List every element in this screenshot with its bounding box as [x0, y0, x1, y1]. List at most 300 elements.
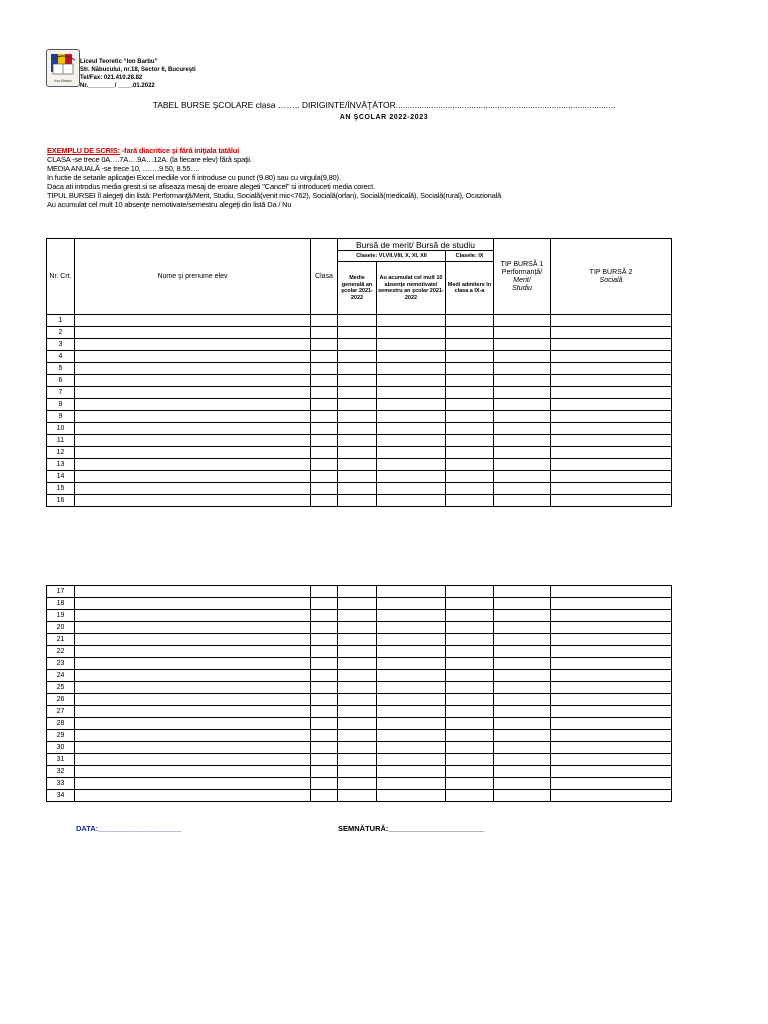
table-row [47, 742, 672, 754]
table-cell[interactable] [338, 622, 377, 634]
table-cell[interactable] [494, 730, 551, 742]
table-cell[interactable] [377, 754, 446, 766]
table-cell[interactable] [377, 610, 446, 622]
table-cell[interactable] [446, 447, 494, 459]
table-cell[interactable] [75, 351, 311, 363]
table-cell[interactable] [338, 423, 377, 435]
table-cell[interactable] [446, 658, 494, 670]
table-cell[interactable] [446, 646, 494, 658]
table-cell[interactable] [551, 351, 672, 363]
table-cell[interactable] [446, 423, 494, 435]
table-cell[interactable] [446, 622, 494, 634]
table-cell[interactable] [446, 315, 494, 327]
table-cell[interactable] [338, 327, 377, 339]
table-cell[interactable] [446, 670, 494, 682]
instruction-line: TIPUL BURSEI îl alegeţi din listă: Performanţă/Merit, Studiu, Socială(venit mic<762), Socială(orfan), Socială(medicală), Socială(rural), Ocazională [47, 191, 502, 200]
table-cell[interactable] [75, 423, 311, 435]
table-cell[interactable] [377, 622, 446, 634]
table-cell[interactable] [75, 694, 311, 706]
table-cell[interactable] [338, 435, 377, 447]
table-cell[interactable] [377, 694, 446, 706]
row-number: 20 [47, 622, 75, 634]
table-cell[interactable] [494, 435, 551, 447]
table-cell[interactable] [338, 471, 377, 483]
table-cell[interactable] [75, 778, 311, 790]
table-cell[interactable] [338, 387, 377, 399]
table-cell[interactable] [75, 670, 311, 682]
table-cell[interactable] [377, 459, 446, 471]
table-cell[interactable] [338, 658, 377, 670]
table-cell[interactable] [494, 339, 551, 351]
table-cell[interactable] [338, 586, 377, 598]
table-cell[interactable] [551, 447, 672, 459]
table-cell[interactable] [338, 718, 377, 730]
table-cell[interactable] [311, 411, 338, 423]
table-cell[interactable] [311, 790, 338, 802]
page-title: TABEL BURSE ŞCOLARE clasa …….. DIRIGINTE/ÎNVĂŢĂTOR............................................................................................. [152, 100, 616, 110]
row-number: 14 [47, 471, 75, 483]
table-cell[interactable] [377, 471, 446, 483]
table-cell[interactable] [338, 598, 377, 610]
table-cell[interactable] [75, 682, 311, 694]
row-number: 7 [47, 387, 75, 399]
school-phone: Tel/Fax: 021.410.28.82 [80, 75, 143, 81]
table-cell[interactable] [446, 375, 494, 387]
table-cell[interactable] [551, 471, 672, 483]
table-cell[interactable] [494, 471, 551, 483]
row-number: 21 [47, 634, 75, 646]
table-cell[interactable] [446, 718, 494, 730]
table-cell[interactable] [551, 363, 672, 375]
table-cell[interactable] [551, 694, 672, 706]
table-cell[interactable] [311, 610, 338, 622]
table-cell[interactable] [311, 339, 338, 351]
header-classes-a: Clasele: VI,VII,VIII, X, XI, XII [338, 251, 446, 262]
table-cell[interactable] [75, 375, 311, 387]
table-cell[interactable] [551, 598, 672, 610]
table-cell[interactable] [446, 411, 494, 423]
table-cell[interactable] [377, 790, 446, 802]
table-row [47, 447, 672, 459]
table-cell[interactable] [338, 363, 377, 375]
table-cell[interactable] [446, 610, 494, 622]
table-cell[interactable] [75, 435, 311, 447]
table-cell[interactable] [494, 682, 551, 694]
table-cell[interactable] [377, 778, 446, 790]
table-cell[interactable] [446, 586, 494, 598]
table-cell[interactable] [377, 670, 446, 682]
table-cell[interactable] [446, 634, 494, 646]
table-cell[interactable] [338, 375, 377, 387]
table-cell[interactable] [551, 766, 672, 778]
table-cell[interactable] [377, 339, 446, 351]
row-number: 17 [47, 586, 75, 598]
table-cell[interactable] [494, 754, 551, 766]
table-cell[interactable] [75, 387, 311, 399]
table-cell[interactable] [377, 658, 446, 670]
table-row [47, 495, 672, 507]
table-cell[interactable] [75, 447, 311, 459]
row-number: 15 [47, 483, 75, 495]
table-cell[interactable] [338, 646, 377, 658]
table-cell[interactable] [338, 706, 377, 718]
table-cell[interactable] [494, 646, 551, 658]
table-cell[interactable] [311, 327, 338, 339]
table-cell[interactable] [311, 471, 338, 483]
table-cell[interactable] [446, 339, 494, 351]
table-cell[interactable] [446, 682, 494, 694]
table-cell[interactable] [551, 423, 672, 435]
table-cell[interactable] [75, 658, 311, 670]
table-cell[interactable] [551, 790, 672, 802]
table-cell[interactable] [446, 730, 494, 742]
table-cell[interactable] [494, 778, 551, 790]
instruction-line: In fuctie de setarile aplicaţiei Excel mediile vor fi introduse cu punct (9.80) sau cu virgula(9,80). [47, 173, 341, 182]
table-cell[interactable] [311, 730, 338, 742]
table-cell[interactable] [338, 399, 377, 411]
table-cell[interactable] [551, 730, 672, 742]
table-cell[interactable] [551, 411, 672, 423]
table-row [47, 670, 672, 682]
table-row [47, 399, 672, 411]
table-cell[interactable] [75, 610, 311, 622]
table-cell[interactable] [311, 423, 338, 435]
table-cell[interactable] [377, 634, 446, 646]
row-number: 1 [47, 315, 75, 327]
table-row [47, 586, 672, 598]
table-cell[interactable] [338, 495, 377, 507]
header-media: Medie generală an şcolar 2021-2022 [338, 262, 377, 315]
table-cell[interactable] [551, 670, 672, 682]
table-row [47, 646, 672, 658]
table-cell[interactable] [446, 399, 494, 411]
table-cell[interactable] [551, 718, 672, 730]
table-cell[interactable] [311, 694, 338, 706]
table-cell[interactable] [311, 622, 338, 634]
table-cell[interactable] [494, 375, 551, 387]
table-cell[interactable] [75, 586, 311, 598]
table-cell[interactable] [338, 339, 377, 351]
table-cell[interactable] [311, 670, 338, 682]
table-cell[interactable] [551, 754, 672, 766]
table-cell[interactable] [75, 495, 311, 507]
table-cell[interactable] [75, 459, 311, 471]
table-cell[interactable] [446, 742, 494, 754]
table-cell[interactable] [377, 483, 446, 495]
table-cell[interactable] [551, 634, 672, 646]
table-row [47, 327, 672, 339]
table-cell[interactable] [338, 778, 377, 790]
table-cell[interactable] [494, 351, 551, 363]
table-cell[interactable] [75, 730, 311, 742]
table-cell[interactable] [75, 315, 311, 327]
table-cell[interactable] [338, 483, 377, 495]
table-cell[interactable] [551, 706, 672, 718]
table-cell[interactable] [446, 483, 494, 495]
table-cell[interactable] [551, 778, 672, 790]
table-cell[interactable] [551, 375, 672, 387]
table-cell[interactable] [551, 387, 672, 399]
table-cell[interactable] [494, 399, 551, 411]
table-cell[interactable] [311, 375, 338, 387]
table-cell[interactable] [377, 447, 446, 459]
table-cell[interactable] [311, 586, 338, 598]
table-cell[interactable] [75, 411, 311, 423]
row-number: 10 [47, 423, 75, 435]
table-cell[interactable] [494, 423, 551, 435]
table-cell[interactable] [311, 754, 338, 766]
table-cell[interactable] [377, 351, 446, 363]
table-cell[interactable] [377, 387, 446, 399]
table-cell[interactable] [446, 766, 494, 778]
table-cell[interactable] [75, 646, 311, 658]
table-cell[interactable] [494, 459, 551, 471]
table-cell[interactable] [311, 742, 338, 754]
scholarship-table-1 [46, 238, 672, 507]
table-cell[interactable] [446, 351, 494, 363]
table-cell[interactable] [75, 327, 311, 339]
table-cell[interactable] [446, 435, 494, 447]
table-row [47, 435, 672, 447]
table-cell[interactable] [377, 730, 446, 742]
instruction-line: MEDIA ANUALĂ -se trece 10, …….9.50, 8.55…. [47, 164, 200, 173]
table-row [47, 778, 672, 790]
table-cell[interactable] [377, 682, 446, 694]
table-row [47, 718, 672, 730]
table-cell[interactable] [377, 315, 446, 327]
table-cell[interactable] [75, 706, 311, 718]
table-cell[interactable] [311, 766, 338, 778]
table-cell[interactable] [446, 459, 494, 471]
table-cell[interactable] [551, 483, 672, 495]
example-rest: -fară diacritice şi fără iniţiala tatălui [119, 146, 240, 155]
row-number: 30 [47, 742, 75, 754]
table-cell[interactable] [311, 495, 338, 507]
table-cell[interactable] [494, 694, 551, 706]
header-merit-group: Bursă de merit/ Bursă de studiu [338, 239, 494, 251]
table-cell[interactable] [551, 495, 672, 507]
header-tip1-line3: Merit/ [513, 276, 531, 284]
table-cell[interactable] [551, 682, 672, 694]
table-cell[interactable] [338, 730, 377, 742]
table-cell[interactable] [494, 483, 551, 495]
table-cell[interactable] [494, 610, 551, 622]
table-cell[interactable] [494, 586, 551, 598]
table-cell[interactable] [75, 363, 311, 375]
table-cell[interactable] [494, 790, 551, 802]
table-cell[interactable] [311, 399, 338, 411]
table-cell[interactable] [75, 622, 311, 634]
table-cell[interactable] [494, 598, 551, 610]
table-cell[interactable] [311, 598, 338, 610]
table-cell[interactable] [338, 766, 377, 778]
row-number: 3 [47, 339, 75, 351]
table-cell[interactable] [75, 598, 311, 610]
table-cell[interactable] [494, 495, 551, 507]
table-cell[interactable] [75, 634, 311, 646]
date-field[interactable]: DATA:____________________ [76, 824, 182, 833]
header-class: Clasa [311, 239, 338, 315]
table-cell[interactable] [338, 754, 377, 766]
table-cell[interactable] [446, 694, 494, 706]
table-cell[interactable] [75, 742, 311, 754]
row-number: 23 [47, 658, 75, 670]
table-cell[interactable] [551, 339, 672, 351]
table-cell[interactable] [446, 706, 494, 718]
table-cell[interactable] [75, 790, 311, 802]
table-cell[interactable] [494, 327, 551, 339]
table-cell[interactable] [377, 435, 446, 447]
table-cell[interactable] [377, 646, 446, 658]
table-row [47, 387, 672, 399]
school-year: AN ŞCOLAR 2022-2023 [339, 114, 429, 121]
table-row [47, 375, 672, 387]
table-cell[interactable] [551, 610, 672, 622]
table-cell[interactable] [338, 670, 377, 682]
table-cell[interactable] [377, 363, 446, 375]
signature-field[interactable]: SEMNĂTURĂ:_______________________ [338, 824, 485, 833]
table-row [47, 423, 672, 435]
table-cell[interactable] [377, 411, 446, 423]
table-cell[interactable] [311, 706, 338, 718]
table-cell[interactable] [75, 483, 311, 495]
table-cell[interactable] [551, 327, 672, 339]
header-nr: Nr. Crt. [47, 239, 75, 315]
table-cell[interactable] [551, 646, 672, 658]
table-cell[interactable] [311, 682, 338, 694]
table-cell[interactable] [75, 399, 311, 411]
row-number: 9 [47, 411, 75, 423]
table-cell[interactable] [377, 742, 446, 754]
row-number: 33 [47, 778, 75, 790]
table-cell[interactable] [338, 610, 377, 622]
table-cell[interactable] [446, 387, 494, 399]
table-row [47, 730, 672, 742]
table-cell[interactable] [338, 682, 377, 694]
table-cell[interactable] [311, 387, 338, 399]
logo-text: Ion Barbu [54, 78, 72, 83]
table-cell[interactable] [338, 790, 377, 802]
table-cell[interactable] [377, 327, 446, 339]
table-cell[interactable] [311, 435, 338, 447]
school-name: Liceul Teoretic “Ion Barbu” [80, 59, 158, 65]
table-cell[interactable] [494, 718, 551, 730]
table-cell[interactable] [75, 718, 311, 730]
row-number: 25 [47, 682, 75, 694]
table-cell[interactable] [377, 399, 446, 411]
table-cell[interactable] [551, 459, 672, 471]
table-cell[interactable] [311, 658, 338, 670]
table-cell[interactable] [551, 586, 672, 598]
table-cell[interactable] [446, 363, 494, 375]
table-cell[interactable] [311, 315, 338, 327]
school-logo [46, 49, 80, 87]
table-cell[interactable] [494, 706, 551, 718]
table-cell[interactable] [75, 754, 311, 766]
header-tip2-line1: TIP BURSĂ 2 [589, 268, 633, 276]
row-number: 29 [47, 730, 75, 742]
table-cell[interactable] [311, 778, 338, 790]
row-number: 26 [47, 694, 75, 706]
row-number: 11 [47, 435, 75, 447]
table-cell[interactable] [338, 742, 377, 754]
table-cell[interactable] [494, 766, 551, 778]
table-cell[interactable] [494, 622, 551, 634]
table-cell[interactable] [311, 447, 338, 459]
table-cell[interactable] [377, 766, 446, 778]
table-cell[interactable] [446, 495, 494, 507]
table-cell[interactable] [494, 387, 551, 399]
table-cell[interactable] [75, 471, 311, 483]
header-classes-b: Clasele: IX [446, 251, 494, 262]
table-cell[interactable] [551, 435, 672, 447]
table-cell[interactable] [377, 495, 446, 507]
table-cell[interactable] [311, 483, 338, 495]
table-cell[interactable] [377, 423, 446, 435]
table-row [47, 339, 672, 351]
row-number: 8 [47, 399, 75, 411]
table-cell[interactable] [494, 658, 551, 670]
table-cell[interactable] [311, 351, 338, 363]
table-cell[interactable] [446, 327, 494, 339]
row-number: 18 [47, 598, 75, 610]
table-cell[interactable] [75, 766, 311, 778]
table-cell[interactable] [551, 742, 672, 754]
table-cell[interactable] [377, 586, 446, 598]
header-tip2-line2: Socială [599, 276, 623, 284]
table-cell[interactable] [494, 411, 551, 423]
table-cell[interactable] [494, 363, 551, 375]
table-cell[interactable] [338, 315, 377, 327]
header-admitere: Medi admitere în clasa a IX-a [446, 262, 494, 315]
table-cell[interactable] [377, 718, 446, 730]
table-cell[interactable] [494, 447, 551, 459]
table-cell[interactable] [551, 399, 672, 411]
row-number: 12 [47, 447, 75, 459]
table-cell[interactable] [551, 315, 672, 327]
table-cell[interactable] [338, 447, 377, 459]
table-cell[interactable] [311, 363, 338, 375]
table-cell[interactable] [338, 351, 377, 363]
table-row [47, 682, 672, 694]
table-cell[interactable] [311, 646, 338, 658]
table-cell[interactable] [311, 634, 338, 646]
table-cell[interactable] [446, 471, 494, 483]
table-cell[interactable] [377, 598, 446, 610]
table-cell[interactable] [551, 658, 672, 670]
table-cell[interactable] [446, 790, 494, 802]
table-cell[interactable] [338, 694, 377, 706]
table-row [47, 459, 672, 471]
table-cell[interactable] [494, 315, 551, 327]
table-cell[interactable] [446, 778, 494, 790]
table-cell[interactable] [338, 411, 377, 423]
table-row [47, 754, 672, 766]
table-cell[interactable] [311, 718, 338, 730]
table-cell[interactable] [551, 622, 672, 634]
table-cell[interactable] [75, 339, 311, 351]
table-cell[interactable] [446, 754, 494, 766]
table-cell[interactable] [494, 742, 551, 754]
table-cell[interactable] [494, 634, 551, 646]
table-cell[interactable] [311, 459, 338, 471]
table-cell[interactable] [377, 375, 446, 387]
table-cell[interactable] [446, 598, 494, 610]
table-cell[interactable] [338, 634, 377, 646]
table-cell[interactable] [377, 706, 446, 718]
table-cell[interactable] [338, 459, 377, 471]
table-cell[interactable] [494, 670, 551, 682]
